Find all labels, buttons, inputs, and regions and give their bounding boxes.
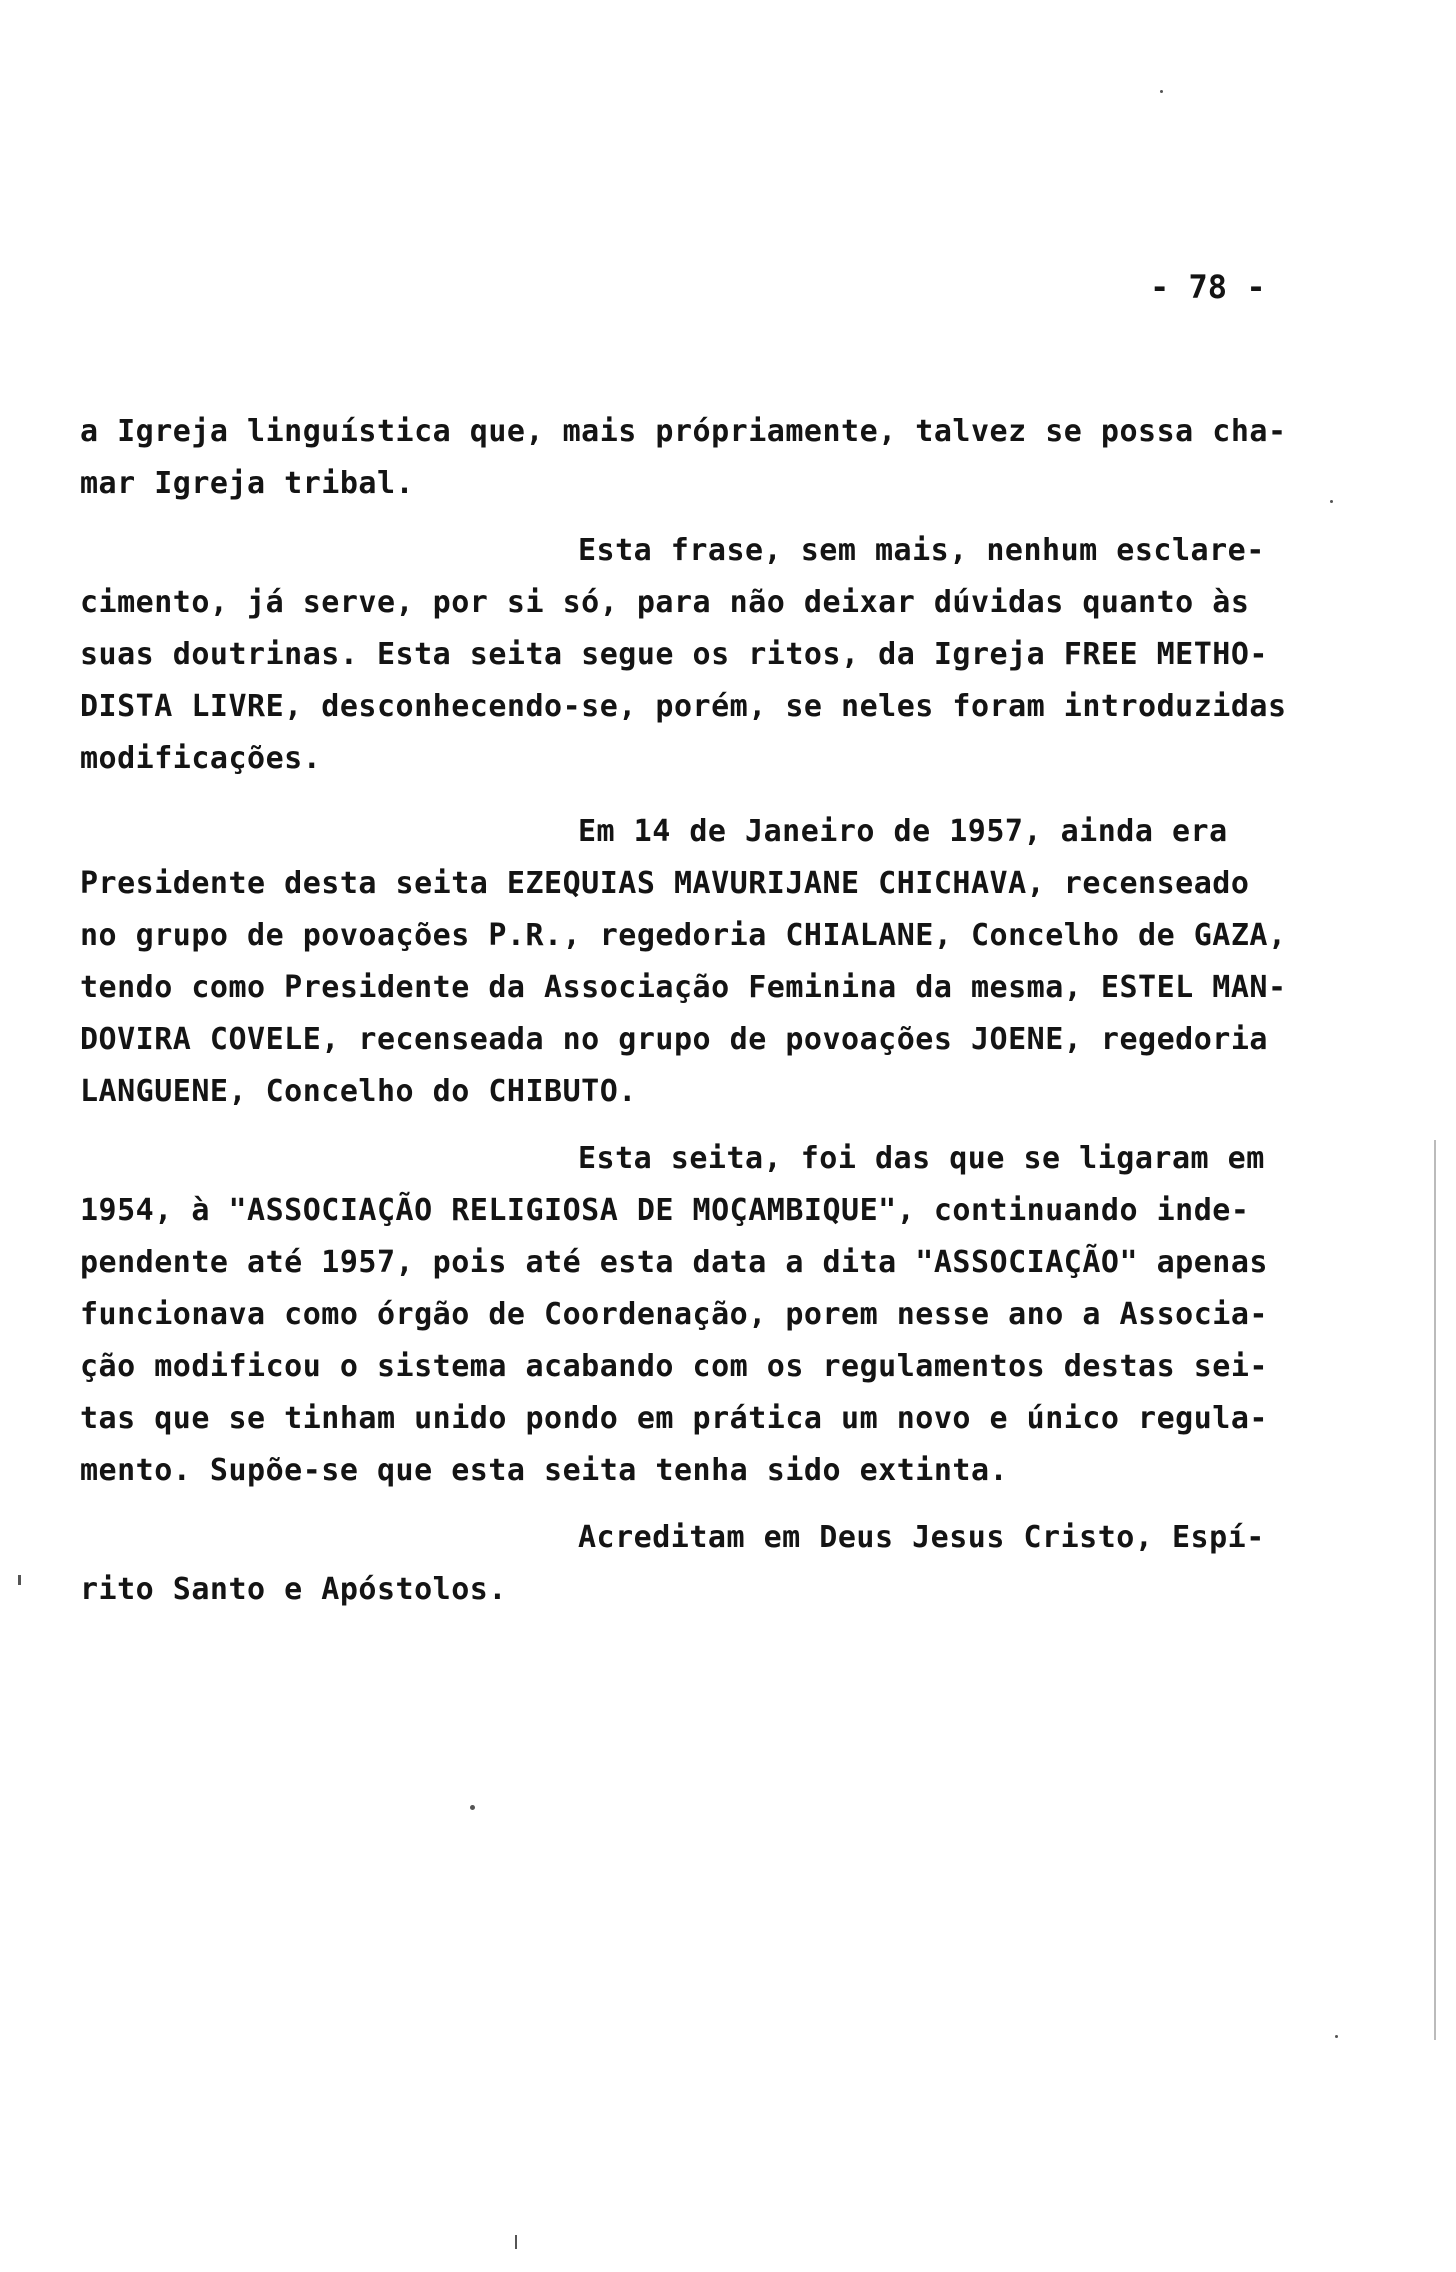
text-line: ção modificou o sistema acabando com os regulamentos destas sei- [80, 1349, 1268, 1384]
scan-speck [515, 2235, 517, 2249]
text-line: mento. Supõe-se que esta seita tenha sido extinta. [80, 1453, 1009, 1488]
text-line: Presidente desta seita EZEQUIAS MAVURIJANE CHICHAVA, recenseado [80, 866, 1250, 901]
text-line: mar Igreja tribal. [80, 466, 415, 501]
text-line: DISTA LIVRE, desconhecendo-se, porém, se neles foram introduzidas [80, 689, 1287, 724]
text-line: suas doutrinas. Esta seita segue os ritos, da Igreja FREE METHO- [80, 637, 1268, 672]
scan-edge-line [1434, 1140, 1436, 2040]
text-line: no grupo de povoações P.R., regedoria CHIALANE, Concelho de GAZA, [80, 918, 1287, 953]
scan-speck [1335, 2035, 1338, 2038]
scan-speck [470, 1805, 475, 1810]
text-line: a Igreja linguística que, mais própriamente, talvez se possa cha- [80, 414, 1287, 449]
page-number: - 78 - [1150, 268, 1266, 306]
text-line: DOVIRA COVELE, recenseada no grupo de povoações JOENE, regedoria [80, 1022, 1268, 1057]
text-line: funcionava como órgão de Coordenação, porem nesse ano a Associa- [80, 1297, 1268, 1332]
text-line: modificações. [80, 741, 322, 776]
text-line: Acreditam em Deus Jesus Cristo, Espí- [578, 1520, 1265, 1555]
scan-speck [1160, 90, 1163, 93]
text-line: tendo como Presidente da Associação Feminina da mesma, ESTEL MAN- [80, 970, 1287, 1005]
text-line: cimento, já serve, por si só, para não deixar dúvidas quanto às [80, 585, 1250, 620]
text-line: Em 14 de Janeiro de 1957, ainda era [578, 814, 1228, 849]
scan-speck [1330, 500, 1333, 503]
scan-speck [18, 1575, 21, 1585]
text-line: LANGUENE, Concelho do CHIBUTO. [80, 1074, 637, 1109]
text-line: tas que se tinham unido pondo em prática um novo e único regula- [80, 1401, 1268, 1436]
text-line: pendente até 1957, pois até esta data a dita "ASSOCIAÇÃO" apenas [80, 1245, 1268, 1280]
text-line: rito Santo e Apóstolos. [80, 1572, 507, 1607]
text-line: Esta frase, sem mais, nenhum esclare- [578, 533, 1265, 568]
text-line: Esta seita, foi das que se ligaram em [578, 1141, 1265, 1176]
text-line: 1954, à "ASSOCIAÇÃO RELIGIOSA DE MOÇAMBIQUE", continuando inde- [80, 1193, 1250, 1228]
